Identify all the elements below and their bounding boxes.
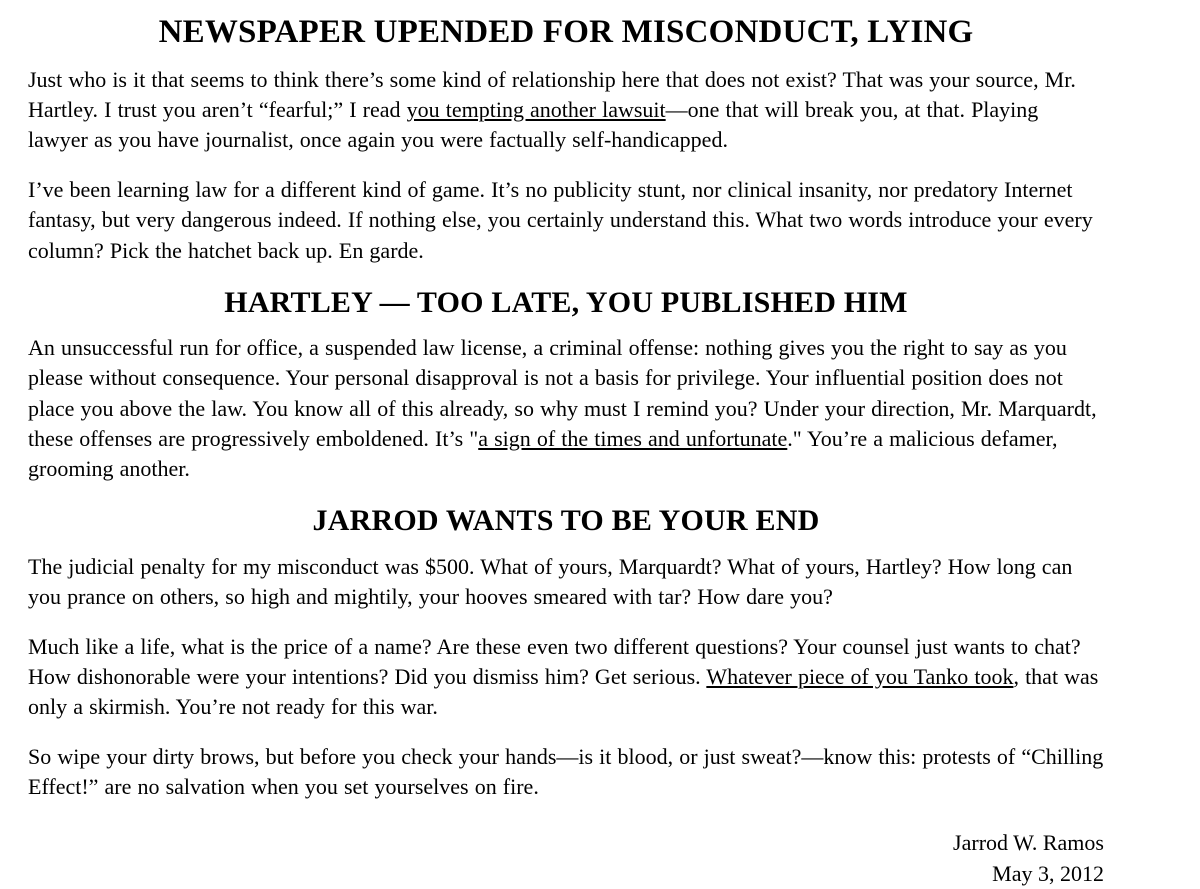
- paragraph-1-text-before: Just who is it that seems to think there’s some kind of relationship here that does not exist? That was your source, Mr. Hartley. I trust you aren’t “fearful;” I read: [28, 66, 1076, 123]
- signature-name: Jarrod W. Ramos: [953, 830, 1104, 856]
- paragraph-3-underlined-phrase: a sign of the times and unfortunate: [478, 425, 788, 451]
- page-title: NEWSPAPER UPENDED FOR MISCONDUCT, LYING: [158, 14, 974, 50]
- section-heading-jarrod: JARROD WANTS TO BE YOUR END: [312, 503, 820, 537]
- paragraph-3: [28, 333, 1104, 484]
- paragraph-5-text-after: , that was only a skirmish. You’re not ready for this war.: [28, 663, 1099, 720]
- section-heading-hartley: HARTLEY — TOO LATE, YOU PUBLISHED HIM: [224, 285, 908, 319]
- paragraph-3-text-after: ." You’re a malicious defamer, grooming another.: [28, 425, 1058, 481]
- paragraph-2: I’ve been learning law for a different kind of game. It’s no publicity stunt, nor clinical insanity, nor predatory Internet fantasy, but very dangerous indeed. If nothing else, you certainly understand this. What two words introduce your every column? Pick the hatchet back up. En garde.: [28, 177, 1093, 263]
- paragraph-5-underlined-phrase: Whatever piece of you Tanko took: [706, 663, 1014, 689]
- signature-block: [28, 828, 1104, 888]
- paragraph-5-text-before: Much like a life, what is the price of a name? Are these even two different questions? Your counsel just wants to chat? How dishonorable were your intentions? Did you dismiss him? Get serious.: [28, 633, 1081, 689]
- paragraph-6: So wipe your dirty brows, but before you check your hands—is it blood, or just sweat?—know this: protests of “Chilling Effect!” are no salvation when you set yourselves on fire.: [28, 744, 1104, 800]
- paragraph-1: [28, 65, 1104, 155]
- paragraph-1-text-after: —one that will break you, at that. Playing lawyer as you have journalist, once again you were factually self-handicapped.: [28, 97, 1039, 153]
- signature-date: May 3, 2012: [992, 860, 1104, 886]
- paragraph-1-underlined-phrase: you tempting another lawsuit: [406, 97, 666, 123]
- paragraph-3-text-before: An unsuccessful run for office, a suspended law license, a criminal offense: nothing gives you the right to say as you please without consequence. Your personal disapproval is not a basis for privilege. Your influential position does not place you above the law. You know all of this already, so why must I remind you? Under your direction, Mr. Marquardt, these offenses are progressively emboldened. It’s ": [28, 335, 1097, 451]
- paragraph-4: The judicial penalty for my misconduct was $500. What of yours, Marquardt? What of yours, Hartley? How long can you prance on others, so high and mightily, your hooves smeared with tar? How dare you?: [28, 553, 1073, 609]
- paragraph-5: [28, 632, 1104, 722]
